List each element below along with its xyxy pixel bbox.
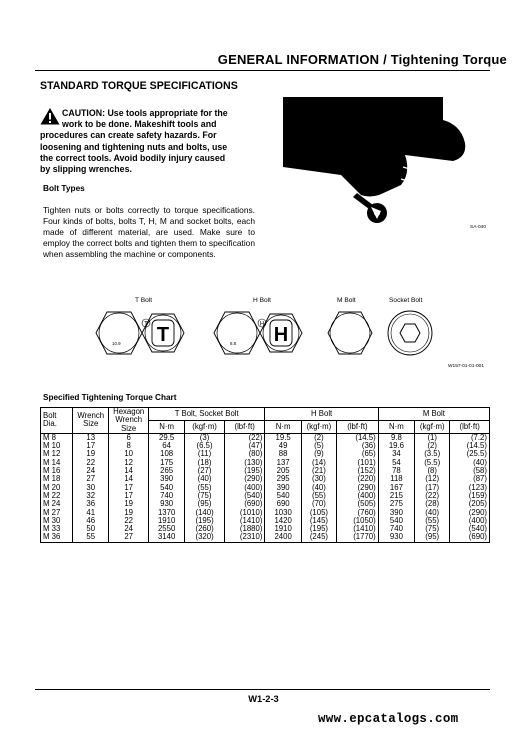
table-cell: 690 (265, 500, 301, 508)
table-cell: M 24 (41, 500, 73, 508)
table-cell: 78 (378, 467, 414, 475)
table-cell: 8 (109, 442, 149, 450)
table-cell: (290) (450, 509, 490, 517)
table-cell: 46 (73, 517, 109, 525)
table-cell: 175 (148, 459, 184, 467)
table-cell: (5) (301, 442, 336, 450)
table-cell: 2400 (265, 533, 301, 542)
table-cell: 3140 (148, 533, 184, 542)
table-cell: 1910 (265, 525, 301, 533)
table-cell: (1410) (224, 517, 265, 525)
group-h-bolt: H Bolt (265, 408, 378, 421)
table-cell: 19 (73, 450, 109, 458)
table-cell: (220) (337, 475, 379, 483)
table-cell: M 33 (41, 525, 73, 533)
table-cell: (1) (415, 433, 450, 442)
table-cell: 30 (73, 484, 109, 492)
table-cell: 19 (109, 500, 149, 508)
table-cell: (40) (301, 484, 336, 492)
table-cell: (9) (301, 450, 336, 458)
table-cell: 1420 (265, 517, 301, 525)
table-cell: (70) (301, 500, 336, 508)
table-cell: (195) (185, 517, 225, 525)
table-cell: 14 (109, 475, 149, 483)
table-cell: 14 (109, 467, 149, 475)
table-row (41, 484, 490, 492)
table-cell: (36) (337, 442, 379, 450)
table-cell: M 16 (41, 467, 73, 475)
table-cell: 275 (378, 500, 414, 508)
table-cell: 17 (73, 442, 109, 450)
table-cell: (14.5) (450, 442, 490, 450)
table-cell: M 27 (41, 509, 73, 517)
table-cell: (95) (415, 533, 450, 542)
table-cell: (22) (415, 492, 450, 500)
h-bolt-mark: H (273, 324, 289, 346)
table-cell: (14.5) (337, 433, 379, 442)
table-cell: (105) (301, 509, 336, 517)
m-bolt-label: M Bolt (337, 297, 356, 304)
table-cell: (18) (185, 459, 225, 467)
table-cell: (25.5) (450, 450, 490, 458)
h-bolt-figure (210, 306, 315, 360)
table-row (41, 500, 490, 508)
table-cell: (75) (185, 492, 225, 500)
table-cell: 740 (378, 525, 414, 533)
unit-nm: N·m (378, 420, 414, 433)
table-cell: (205) (450, 500, 490, 508)
table-cell: 19 (109, 509, 149, 517)
table-cell: (400) (224, 484, 265, 492)
page-header-title: GENERAL INFORMATION / Tightening Torque (217, 52, 507, 67)
table-cell: (101) (337, 459, 379, 467)
table-cell: 167 (378, 484, 414, 492)
table-cell: (58) (450, 467, 490, 475)
table-row (41, 525, 490, 533)
table-row (41, 450, 490, 458)
table-cell: (1410) (337, 525, 379, 533)
table-cell: (245) (301, 533, 336, 542)
table-cell: 32 (73, 492, 109, 500)
table-cell: (30) (301, 475, 336, 483)
table-cell: 24 (109, 525, 149, 533)
socket-bolt-figure (385, 306, 435, 360)
table-cell: M 22 (41, 492, 73, 500)
table-cell: M 10 (41, 442, 73, 450)
table-cell: M 14 (41, 459, 73, 467)
table-cell: 9.8 (378, 433, 414, 442)
table-cell: 41 (73, 509, 109, 517)
table-cell: (400) (450, 517, 490, 525)
table-cell: 1910 (148, 517, 184, 525)
table-cell: (760) (337, 509, 379, 517)
table-cell: (2) (301, 433, 336, 442)
h-bolt-label: H Bolt (253, 297, 271, 304)
table-cell: M 20 (41, 484, 73, 492)
table-cell: 205 (265, 467, 301, 475)
table-cell: (1010) (224, 509, 265, 517)
table-cell: 19.6 (378, 442, 414, 450)
table-cell: 930 (378, 533, 414, 542)
table-cell: 19.5 (265, 433, 301, 442)
group-m-bolt: M Bolt (378, 408, 489, 421)
table-row (41, 433, 490, 442)
table-cell: 390 (378, 509, 414, 517)
table-cell: 390 (265, 484, 301, 492)
table-cell: 1030 (265, 509, 301, 517)
t-bolt-small-mark: T (144, 321, 148, 328)
table-cell: (152) (337, 467, 379, 475)
table-row (41, 517, 490, 525)
table-cell: 540 (378, 517, 414, 525)
table-cell: (28) (415, 500, 450, 508)
table-cell: (290) (224, 475, 265, 483)
table-cell: (5.5) (415, 459, 450, 467)
table-cell: 50 (73, 525, 109, 533)
table-cell: 2550 (148, 525, 184, 533)
table-cell: (14) (301, 459, 336, 467)
table-cell: (80) (224, 450, 265, 458)
t-bolt-grade-mark: 10.9 (112, 341, 121, 346)
table-cell: (11) (185, 450, 225, 458)
table-cell: (195) (224, 467, 265, 475)
table-cell: (1770) (337, 533, 379, 542)
t-bolt-figure (92, 306, 197, 360)
table-cell: (3) (185, 433, 225, 442)
torque-chart-heading: Specified Tightening Torque Chart (43, 393, 177, 402)
table-cell: (87) (450, 475, 490, 483)
caution-text: CAUTION: Use tools appropriate for the work to be done. Makeshift tools and procedures can create safety hazards. For loosening and tightening nuts and bolts, use the correct tools. Avoid bodily injury caused by slipping wrenches. (40, 108, 228, 175)
unit-kgf: (kgf·m) (415, 420, 450, 433)
table-cell: 10 (109, 450, 149, 458)
table-cell: 24 (73, 467, 109, 475)
col-hex-wrench-size: Hexagon Wrench Size (109, 408, 149, 434)
warning-triangle-icon (40, 107, 60, 125)
table-cell: 12 (109, 459, 149, 467)
table-row (41, 492, 490, 500)
table-cell: 88 (265, 450, 301, 458)
table-cell: 118 (378, 475, 414, 483)
socket-bolt-label: Socket Bolt (389, 297, 423, 304)
table-row (41, 509, 490, 517)
table-cell: 55 (73, 533, 109, 542)
table-cell: 36 (73, 500, 109, 508)
h-bolt-small-mark: H (259, 321, 265, 328)
section-title: STANDARD TORQUE SPECIFICATIONS (40, 80, 238, 92)
table-cell: (540) (450, 525, 490, 533)
table-cell: (159) (450, 492, 490, 500)
table-cell: (130) (224, 459, 265, 467)
table-cell: 64 (148, 442, 184, 450)
table-cell: 930 (148, 500, 184, 508)
table-cell: (690) (450, 533, 490, 542)
col-wrench-size: Wrench Size (73, 408, 109, 434)
table-cell: (27) (185, 467, 225, 475)
table-cell: (22) (224, 433, 265, 442)
table-cell: M 30 (41, 517, 73, 525)
table-cell: 740 (148, 492, 184, 500)
table-cell: (8) (415, 467, 450, 475)
table-cell: 137 (265, 459, 301, 467)
table-cell: 54 (378, 459, 414, 467)
table-cell: M 12 (41, 450, 73, 458)
table-cell: 29.5 (148, 433, 184, 442)
unit-nm: N·m (265, 420, 301, 433)
page-number: W1-2-3 (248, 694, 279, 704)
table-row (41, 459, 490, 467)
table-row (41, 442, 490, 450)
table-cell: (17) (415, 484, 450, 492)
table-row (41, 467, 490, 475)
hand-wrench-icon (283, 95, 493, 235)
table-cell: (6.5) (185, 442, 225, 450)
table-cell: 108 (148, 450, 184, 458)
table-cell: (95) (185, 500, 225, 508)
table-cell: (55) (185, 484, 225, 492)
table-cell: 295 (265, 475, 301, 483)
table-cell: 22 (109, 517, 149, 525)
table-cell: 34 (378, 450, 414, 458)
table-cell: 27 (73, 475, 109, 483)
figure-code: W157-01-01-001 (448, 364, 484, 369)
table-cell: (195) (301, 525, 336, 533)
table-cell: 17 (109, 492, 149, 500)
table-cell: (505) (337, 500, 379, 508)
table-cell: (21) (301, 467, 336, 475)
table-cell: 6 (109, 433, 149, 442)
unit-nm: N·m (148, 420, 184, 433)
footer-rule (35, 689, 490, 690)
header-rule (35, 70, 490, 71)
unit-lbf: (lbf·ft) (337, 420, 379, 433)
table-cell: (1050) (337, 517, 379, 525)
table-row (41, 533, 490, 542)
table-row (41, 475, 490, 483)
table-cell: (690) (224, 500, 265, 508)
t-bolt-label: T Bolt (135, 297, 153, 304)
torque-table (40, 407, 490, 543)
table-cell: (40) (450, 459, 490, 467)
table-cell: (123) (450, 484, 490, 492)
watermark-link[interactable]: www.epcatalogs.com (318, 712, 459, 726)
table-cell: (3.5) (415, 450, 450, 458)
table-cell: (1880) (224, 525, 265, 533)
col-bolt-dia: Bolt Dia. (41, 408, 73, 434)
table-cell: 215 (378, 492, 414, 500)
bolt-types-heading: Bolt Types (43, 183, 85, 193)
table-cell: (7.2) (450, 433, 490, 442)
table-cell: M 36 (41, 533, 73, 542)
unit-kgf: (kgf·m) (185, 420, 225, 433)
table-cell: 390 (148, 475, 184, 483)
table-cell: (2310) (224, 533, 265, 542)
table-cell: 13 (73, 433, 109, 442)
table-cell: (260) (185, 525, 225, 533)
unit-kgf: (kgf·m) (301, 420, 336, 433)
table-cell: (12) (415, 475, 450, 483)
table-cell: 540 (148, 484, 184, 492)
table-cell: 49 (265, 442, 301, 450)
t-bolt-mark: T (156, 324, 170, 346)
table-cell: (540) (224, 492, 265, 500)
table-cell: 22 (73, 459, 109, 467)
table-cell: 540 (265, 492, 301, 500)
table-cell: 265 (148, 467, 184, 475)
table-cell: (40) (415, 509, 450, 517)
table-cell: 27 (109, 533, 149, 542)
table-cell: 1370 (148, 509, 184, 517)
unit-lbf: (lbf·ft) (450, 420, 490, 433)
table-cell: (145) (301, 517, 336, 525)
bolt-types-body: Tighten nuts or bolts correctly to torque specifications. Four kinds of bolts, bolts T, H, M and socket bolts, each made of different material, are used. Make sure to employ the correct bolts and tighten them to specification when assembling the machine or components. (43, 205, 255, 260)
table-cell: (47) (224, 442, 265, 450)
table-cell: (290) (337, 484, 379, 492)
group-t-bolt: T Bolt, Socket Bolt (148, 408, 265, 421)
table-cell: (65) (337, 450, 379, 458)
h-bolt-grade-mark: 8.8 (230, 341, 237, 346)
table-cell: (2) (415, 442, 450, 450)
table-cell: (400) (337, 492, 379, 500)
table-cell: M 18 (41, 475, 73, 483)
table-cell: (40) (185, 475, 225, 483)
table-cell: M 8 (41, 433, 73, 442)
table-cell: 17 (109, 484, 149, 492)
unit-lbf: (lbf·ft) (224, 420, 265, 433)
table-cell: (320) (185, 533, 225, 542)
illustration-code: SA-040 (470, 225, 486, 230)
table-cell: (55) (301, 492, 336, 500)
m-bolt-figure (325, 306, 375, 360)
table-cell: (140) (185, 509, 225, 517)
table-cell: (75) (415, 525, 450, 533)
table-cell: (55) (415, 517, 450, 525)
